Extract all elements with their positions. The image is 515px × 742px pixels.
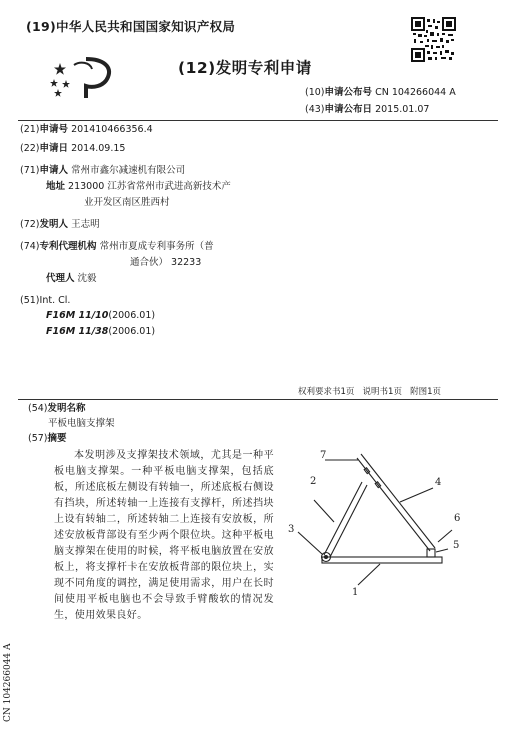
agency-row bbox=[20, 241, 214, 253]
abstract-heading bbox=[28, 433, 67, 445]
ipc-class-2 bbox=[46, 326, 155, 338]
ipc-class-2-version: (2006.01) bbox=[108, 326, 156, 337]
side-publication-number: CN 104266044 A bbox=[3, 643, 13, 722]
ipc-class-1-code: F16M 11/10 bbox=[46, 310, 109, 321]
agent-value: 沈毅 bbox=[77, 273, 97, 284]
figure-label-5: 5 bbox=[453, 540, 460, 551]
drawing-pages: 附图1页 bbox=[410, 387, 441, 397]
claims-pages: 权利要求书1页 bbox=[298, 387, 355, 397]
filing-label: 申请日 bbox=[39, 143, 69, 154]
abstract-code: (57) bbox=[28, 433, 48, 444]
title-code: (54) bbox=[28, 403, 48, 414]
app-no-code: (21) bbox=[20, 124, 40, 135]
ipc-row bbox=[20, 295, 70, 307]
mid-divider bbox=[18, 399, 498, 400]
agency-line-2: 通合伙） 32233 bbox=[130, 257, 202, 268]
application-number-row bbox=[20, 124, 153, 136]
doc-type-text: 发明专利申请 bbox=[215, 59, 312, 77]
app-no-label: 申请号 bbox=[39, 124, 69, 135]
base-plate bbox=[322, 557, 442, 563]
address-label: 地址 bbox=[46, 181, 66, 192]
ipc-code: (51) bbox=[20, 295, 40, 306]
ipc-label: Int. Cl. bbox=[39, 295, 71, 306]
inventor-label: 发明人 bbox=[39, 219, 69, 230]
inventor-code: (72) bbox=[20, 219, 40, 230]
top-divider bbox=[18, 120, 498, 121]
title-label: 发明名称 bbox=[47, 403, 86, 414]
publication-number-row bbox=[305, 87, 456, 99]
ipc-class-1-version: (2006.01) bbox=[108, 310, 156, 321]
qr-code bbox=[411, 17, 456, 62]
document-type bbox=[178, 56, 312, 78]
doc-type-code: (12) bbox=[178, 59, 216, 77]
description-pages: 说明书1页 bbox=[362, 387, 402, 397]
page-count-row bbox=[298, 386, 441, 398]
title-heading bbox=[28, 403, 86, 415]
applicant-code: (71) bbox=[20, 165, 40, 176]
inventor-value: 王志明 bbox=[71, 219, 100, 230]
mounting-plate bbox=[357, 458, 430, 551]
figure-label-4: 4 bbox=[435, 477, 442, 488]
address-line-2: 业开发区南区胜西村 bbox=[84, 197, 170, 208]
filing-date-row bbox=[20, 143, 125, 155]
address-row bbox=[46, 181, 231, 193]
office-logo bbox=[46, 55, 120, 100]
abstract-drawing bbox=[280, 440, 510, 620]
agent-label: 代理人 bbox=[46, 273, 75, 284]
applicant-label: 申请人 bbox=[39, 165, 69, 176]
address-line-1: 213000 江苏省常州市武进高新技术产 bbox=[68, 181, 231, 192]
pub-no-code: (10) bbox=[305, 87, 325, 98]
issuing-office bbox=[26, 17, 235, 35]
figure-label-2: 2 bbox=[310, 476, 317, 487]
pub-no-value: CN 104266044 A bbox=[375, 87, 456, 98]
country-code: (19) bbox=[26, 19, 57, 34]
agency-line-1: 常州市夏成专利事务所（普 bbox=[99, 241, 214, 252]
pub-date-label: 申请公布日 bbox=[324, 104, 373, 115]
ipc-class-2-code: F16M 11/38 bbox=[46, 326, 109, 337]
publication-date-row bbox=[305, 104, 429, 116]
support-rod bbox=[324, 482, 362, 555]
pub-date-code: (43) bbox=[305, 104, 325, 115]
agent-row bbox=[46, 273, 97, 285]
filing-date-value: 2014.09.15 bbox=[71, 143, 126, 154]
figure-label-6: 6 bbox=[454, 513, 461, 524]
agency-code: (74) bbox=[20, 241, 40, 252]
agency-label: 专利代理机构 bbox=[39, 241, 97, 252]
country-name: 中华人民共和国国家知识产权局 bbox=[56, 19, 236, 34]
pub-no-label: 申请公布号 bbox=[324, 87, 373, 98]
figure-label-3: 3 bbox=[288, 524, 295, 535]
filing-code: (22) bbox=[20, 143, 40, 154]
figure-label-1: 1 bbox=[352, 587, 359, 598]
figure-label-7: 7 bbox=[320, 450, 327, 461]
invention-title: 平板电脑支撑架 bbox=[48, 418, 115, 429]
stop-block bbox=[427, 549, 435, 557]
app-no-value: 201410466356.4 bbox=[71, 124, 153, 135]
abstract-text: 本发明涉及支撑架技术领域，尤其是一种平板电脑支撑架。一种平板电脑支撑架，包括底板，所述底板左侧设有转轴一，所述底板右侧设有挡块，所述转轴一上连接有支撑杆，所述挡块上设有转轴二，所述转轴二上连接有安放板，所述安放板背部设有至少两个限位块。这种平板电脑支撑架在使用的时候，将平板电脑放置在安放板上，将支撑杆卡在安放板背部的限位块上，实现不同角度的调控，满足使用需求，用户在长时间使用平板电脑也不会导致手臂酸软的情况发生，使用效果良好。 bbox=[54, 450, 274, 621]
abstract-label: 摘要 bbox=[47, 433, 67, 444]
pub-date-value: 2015.01.07 bbox=[375, 104, 430, 115]
applicant-row bbox=[20, 165, 185, 177]
ipc-class-1 bbox=[46, 310, 155, 322]
inventor-row bbox=[20, 219, 100, 231]
applicant-value: 常州市鑫尔减速机有限公司 bbox=[71, 165, 186, 176]
